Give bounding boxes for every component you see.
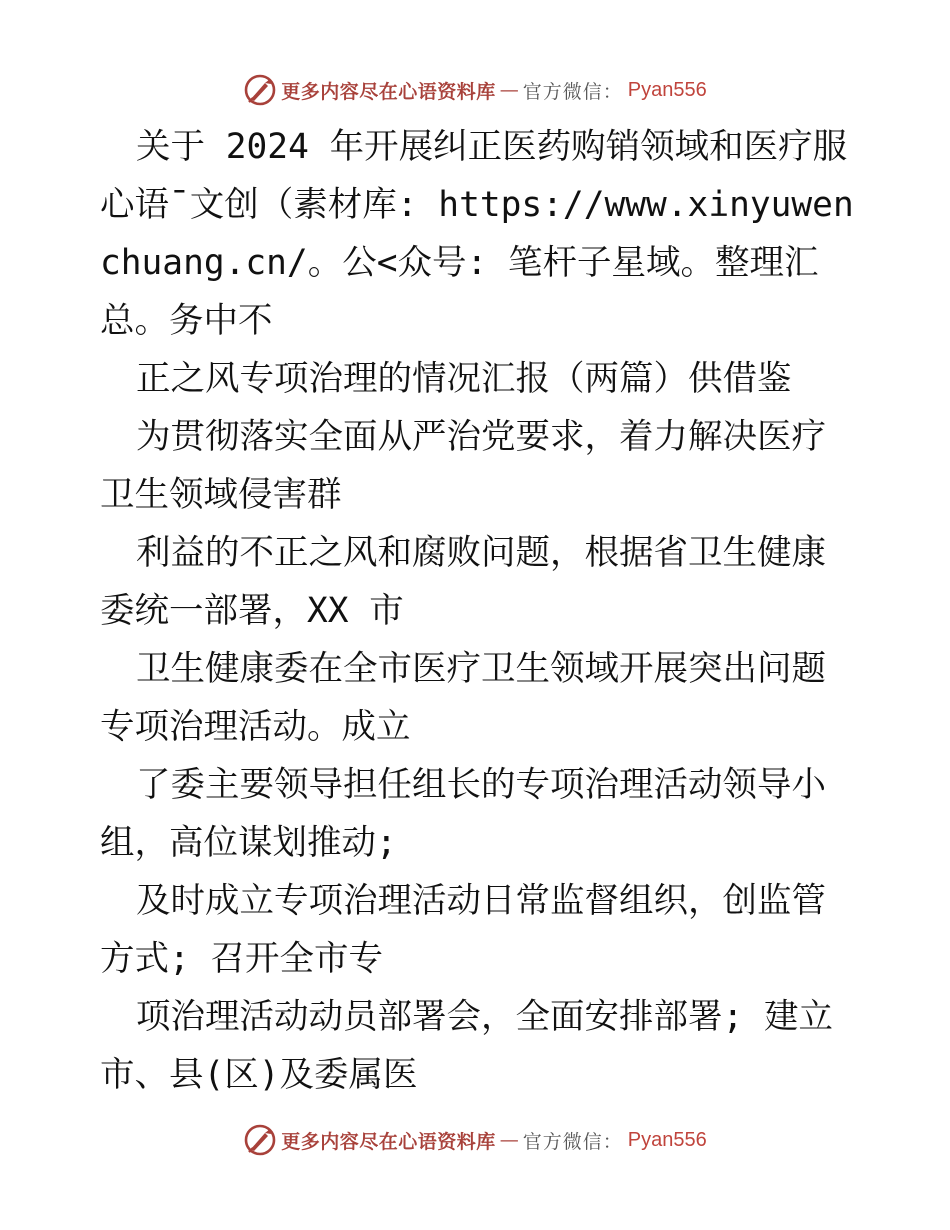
paragraph-line: 项治理活动动员部署会，全面安排部署; 建立市、县(区)及委属医 — [100, 997, 834, 1095]
banner-wechat-id: Pyan556 — [627, 78, 707, 101]
banner-brand-text: 更多内容尽在心语资料库 — [281, 80, 496, 103]
banner-brand-text: 更多内容尽在心语资料库 — [281, 1130, 496, 1153]
paragraph-line: 为贯彻落实全面从严治党要求，着力解决医疗卫生领域侵害群 — [100, 417, 826, 515]
banner-wechat-id: Pyan556 — [627, 1128, 707, 1151]
banner-wechat-label: 官方微信 — [522, 80, 603, 103]
paragraph-line: 及时成立专项治理活动日常监督组织，创监管方式; 召开全市专 — [100, 881, 826, 979]
paragraph-line: 关于 2024 年开展纠正医药购销领域和医疗服心语¯文创（素材库: https://www.xinyuwenchuang.cn/。公<众号: 笔杆子星域。整理汇总。务中不 — [100, 127, 854, 341]
banner-separator: — — [499, 1129, 519, 1151]
banner-separator: — — [499, 79, 519, 101]
banner-colon: ： — [602, 80, 622, 103]
paragraph-line: 卫生健康委在全市医疗卫生领域开展突出问题专项治理活动。成立 — [100, 649, 826, 747]
footer-watermark-banner — [0, 1120, 950, 1160]
document-body — [100, 118, 860, 1104]
banner-wechat-label: 官方微信 — [522, 1130, 603, 1153]
feather-pen-logo-icon — [243, 73, 277, 107]
paragraph-line: 了委主要领导担任组长的专项治理活动领导小组，高位谋划推动; — [100, 765, 826, 863]
banner-colon: ： — [602, 1130, 622, 1153]
paragraph-line: 正之风专项治理的情况汇报（两篇）供借鉴 — [136, 359, 792, 399]
feather-pen-logo-icon — [243, 1123, 277, 1157]
header-watermark-banner — [0, 70, 950, 110]
paragraph-line: 利益的不正之风和腐败问题，根据省卫生健康委统一部署，XX 市 — [100, 533, 826, 631]
